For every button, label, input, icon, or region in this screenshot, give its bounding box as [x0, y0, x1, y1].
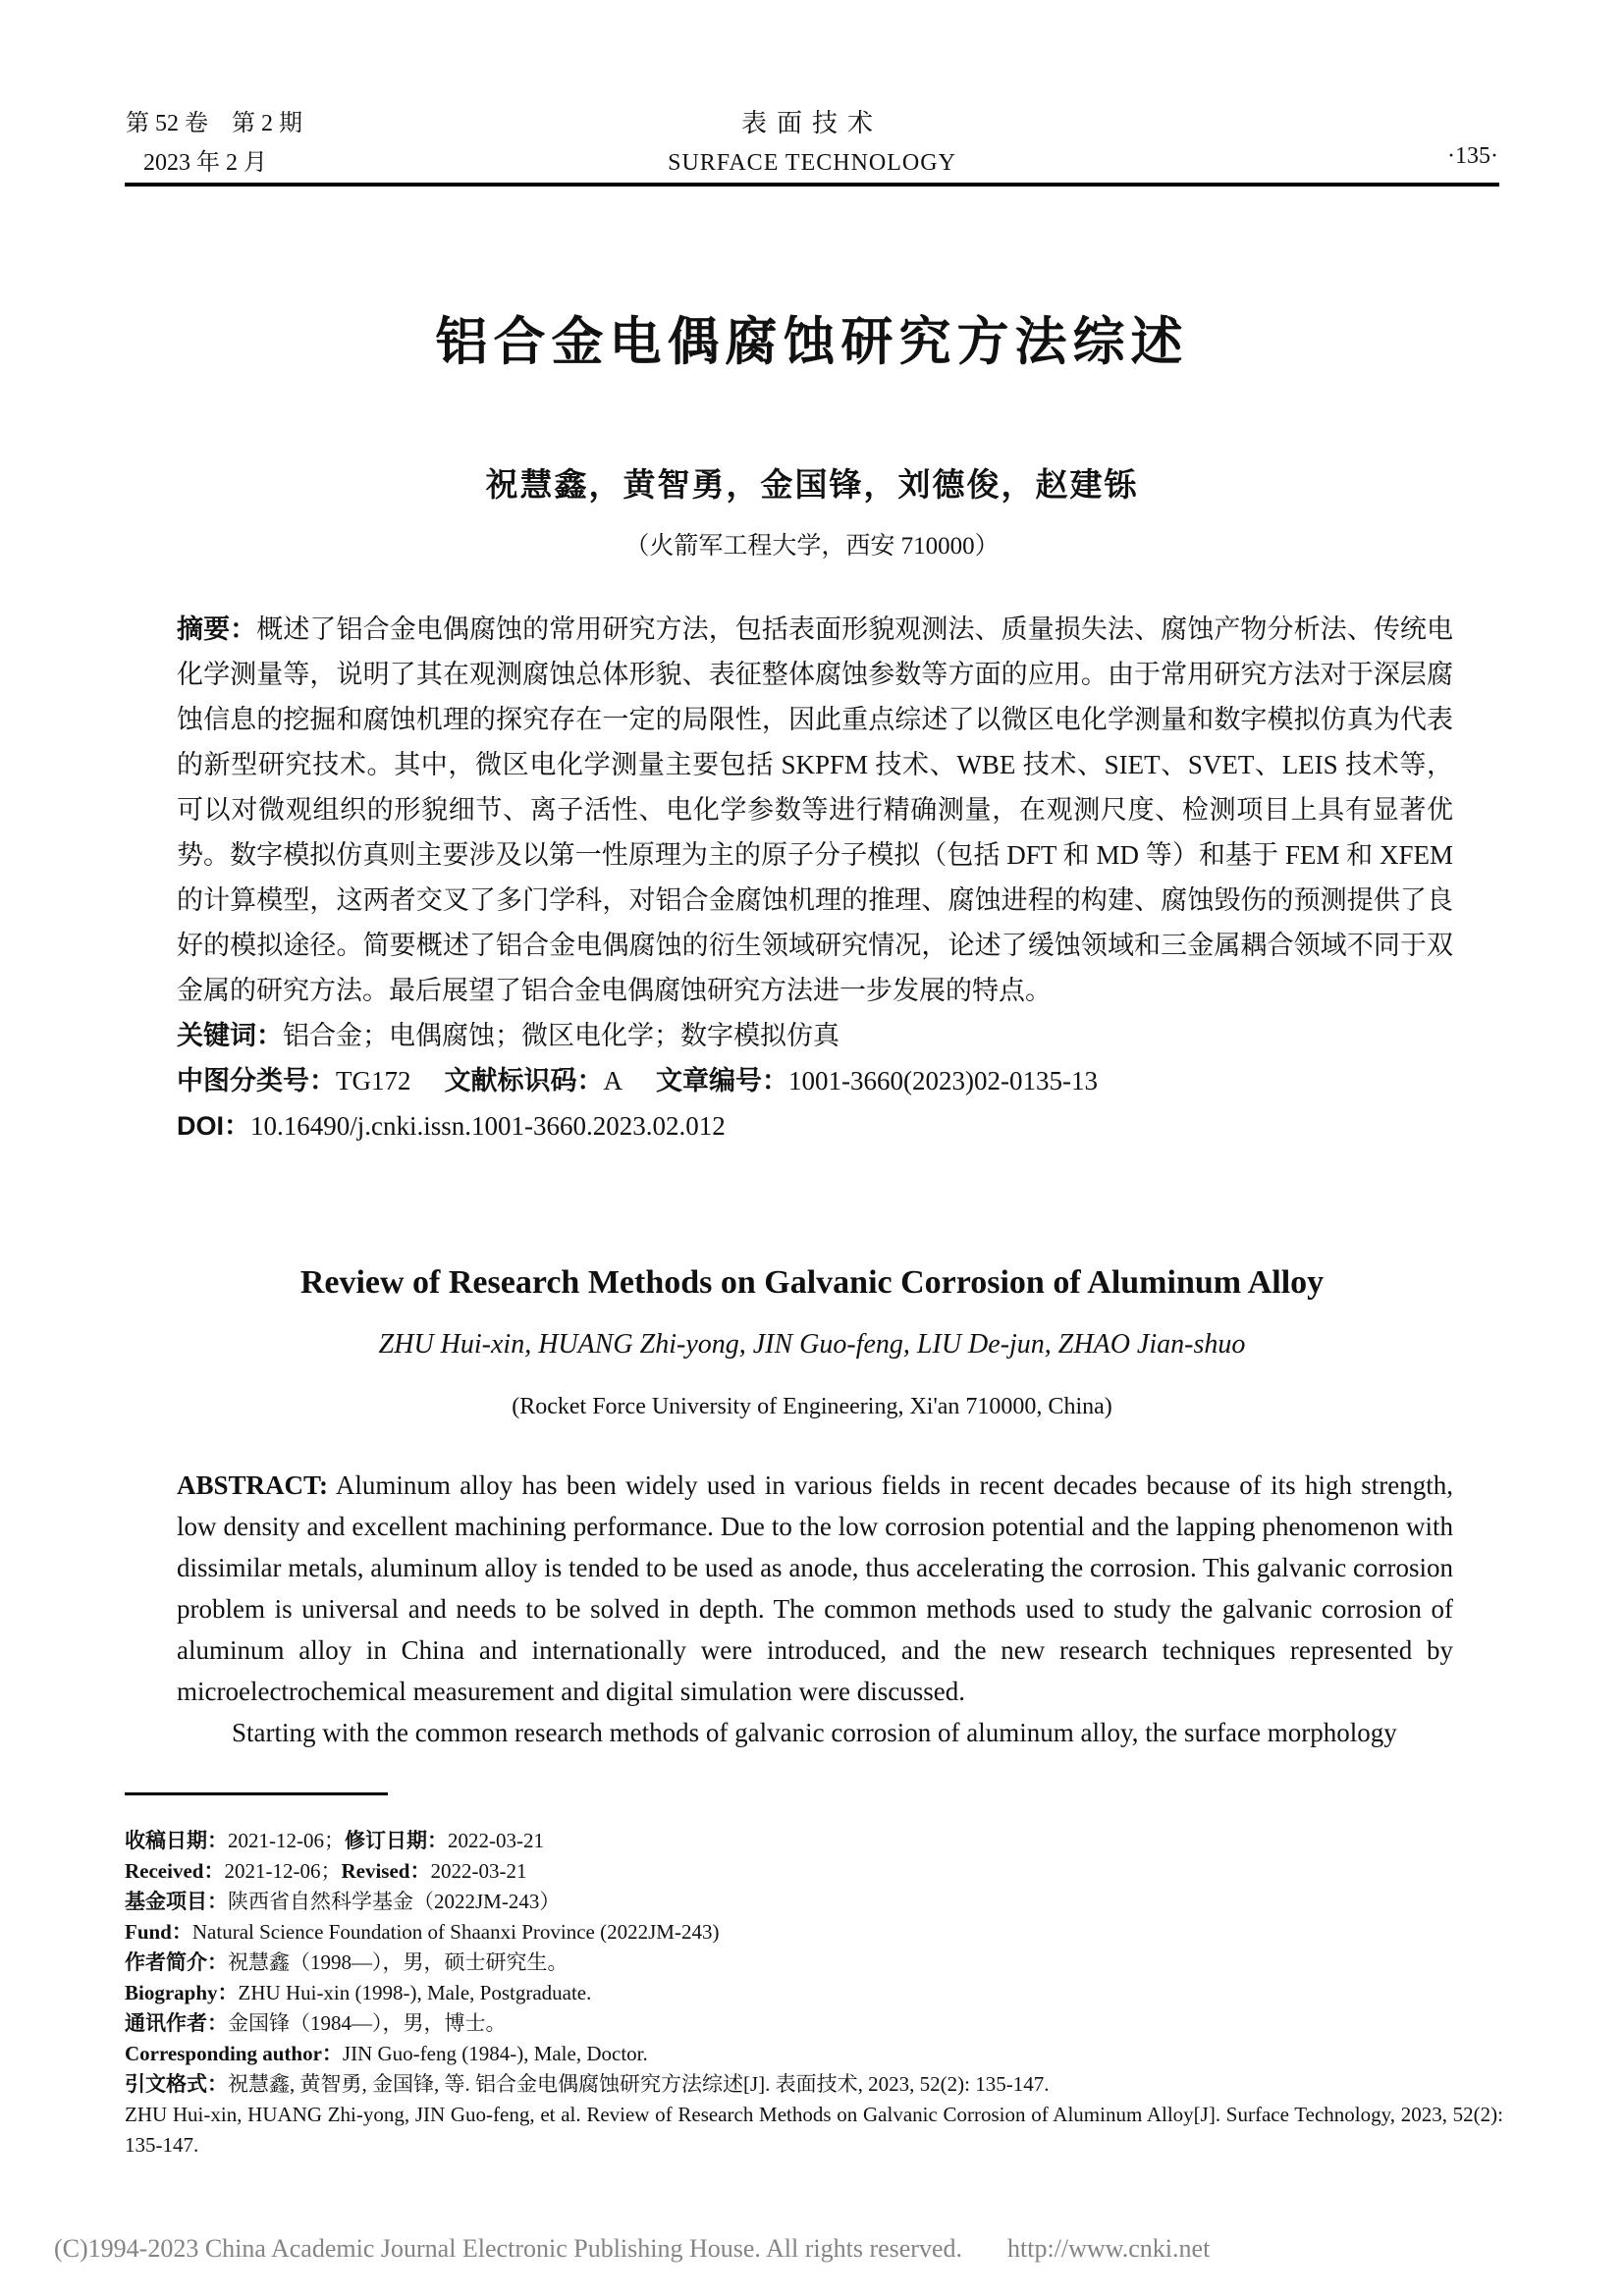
footnote-divider [125, 1792, 388, 1795]
abstract-cn [177, 607, 1453, 1013]
abstract-en-p2: Starting with the common research methods of galvanic corrosion of aluminum alloy, the surface morphology [232, 1718, 1397, 1747]
received-cn-value: 2021-12-06； [228, 1829, 345, 1852]
keywords-line [177, 1013, 1453, 1058]
corresponding-en-value: JIN Guo-feng (1984-), Male, Doctor. [342, 2042, 648, 2065]
footnote-citation-cn [125, 2069, 1503, 2100]
abstract-section-en [177, 1465, 1453, 1753]
revised-en-value: 2022-03-21 [430, 1859, 527, 1883]
authors-cn: 祝慧鑫，黄智勇，金国锋，刘德俊，赵建铄 [485, 466, 1139, 503]
footnote-block [125, 1826, 1503, 2161]
biography-cn-value: 祝慧鑫（1998—），男，硕士研究生。 [228, 1950, 568, 1974]
volume-issue-text: 第 52 卷 第 2 期 [126, 111, 302, 136]
journal-name [0, 104, 1624, 183]
article-no-label: 文章编号： [656, 1066, 788, 1095]
fund-en-value: Natural Science Foundation of Shaanxi Province (2022JM-243) [191, 1920, 720, 1944]
affiliation-cn: （火箭军工程大学，西安 710000） [624, 533, 1000, 560]
footnote-fund-cn [125, 1887, 1503, 1917]
footnote-corresponding-cn [125, 2008, 1503, 2039]
abstract-label-en: ABSTRACT: [177, 1470, 329, 1500]
clc-value: TG172 [336, 1066, 411, 1095]
received-en-value: 2021-12-06； [224, 1859, 342, 1883]
keywords-text: 铝合金；电偶腐蚀；微区电化学；数字模拟仿真 [283, 1021, 839, 1050]
page-number: ·135· [1447, 143, 1498, 169]
corresponding-cn-value: 金国锋（1984—），男，博士。 [228, 2011, 507, 2035]
page-title: 铝合金电偶腐蚀研究方法综述 [435, 313, 1189, 371]
citation-label: 引文格式： [125, 2073, 228, 2096]
fund-cn-value: 陕西省自然科学基金（2022JM-243） [228, 1890, 561, 1913]
received-cn-label: 收稿日期： [125, 1830, 228, 1852]
footnote-biography-cn [125, 1948, 1503, 1978]
abstract-text-cn: 概述了铝合金电偶腐蚀的常用研究方法，包括表面形貌观测法、质量损失法、腐蚀产物分析法、传统电化学测量等，说明了其在观测腐蚀总体形貌、表征整体腐蚀参数等方面的应用。由于常用研究方法对于深层腐蚀信息的挖掘和腐蚀机理的探究存在一定的局限性，因此重点综述了以微区电化学测量和数字模拟仿真为代表的新型研究技术。其中，微区电化学测量主要包括 SKPFM 技术、WBE 技术、SIET、SVET、LEIS 技术等，可以对微观组织的形貌细节、离子活性、电化学参数等进行精确测量，在观测尺度、检测项目上具有显著优势。数字模拟仿真则主要涉及以第一性原理为主的原子分子模拟（包括 DFT 和 MD 等）和基于 FEM 和 XFEM 的计算模型，这两者交叉了多门学科，对铝合金腐蚀机理的推理、腐蚀进程的构建、腐蚀毁伤的预测提供了良好的模拟途径。简要概述了铝合金电偶腐蚀的衍生领域研究情况，论述了缓蚀领域和三金属耦合领域不同于双金属的研究方法。最后展望了铝合金电偶腐蚀研究方法进一步发展的特点。 [177, 614, 1454, 1005]
footnote-citation-en: ZHU Hui-xin, HUANG Zhi-yong, JIN Guo-feng, et al. Review of Research Methods on Galvanic Corrosion of Aluminum Alloy[J]. Surface Technology, 2023, 52(2): 135-147. [125, 2103, 1503, 2157]
issue-date-text: 2023 年 2 月 [143, 150, 267, 176]
revised-en-label: Revised： [341, 1859, 431, 1883]
cnki-link[interactable]: http://www.cnki.net [1007, 2234, 1211, 2263]
copyright-text: (C)1994-2023 China Academic Journal Electronic Publishing House. All rights reserved. [54, 2234, 962, 2263]
journal-name-en: SURFACE TECHNOLOGY [668, 150, 956, 176]
doc-code-label: 文献标识码： [444, 1066, 604, 1095]
authors-en: ZHU Hui-xin, HUANG Zhi-yong, JIN Guo-feng, LIU De-jun, ZHAO Jian-shuo [378, 1329, 1246, 1360]
doi-label: DOI： [177, 1111, 251, 1141]
affiliation-en: (Rocket Force University of Engineering, Xi'an 710000, China) [512, 1394, 1112, 1419]
citation-cn-value: 祝慧鑫, 黄智勇, 金国锋, 等. 铝合金电偶腐蚀研究方法综述[J]. 表面技术, 2023, 52(2): 135-147. [228, 2072, 1050, 2096]
page-title-en: Review of Research Methods on Galvanic Corrosion of Aluminum Alloy [299, 1264, 1325, 1301]
article-no-value: 1001-3660(2023)02-0135-13 [788, 1066, 1098, 1095]
classification-line [177, 1058, 1453, 1103]
copyright-footer [54, 2234, 1570, 2264]
footnote-corresponding-en [125, 2039, 1503, 2069]
footnote-fund-en [125, 1917, 1503, 1948]
abstract-text-en: Aluminum alloy has been widely used in various fields in recent decades because of its high strength, low density and excellent machining performance. Due to the low corrosion potential and the lapping phenomenon with dissimilar metals, aluminum alloy is tended to be used as anode, thus accelerating the corrosion. This galvanic corrosion problem is universal and needs to be solved in depth. The common methods used to study the galvanic corrosion of aluminum alloy in China and internationally were introduced, and the new research techniques represented by microelectrochemical measurement and digital simulation were discussed. [177, 1470, 1454, 1706]
fund-en-label: Fund： [125, 1920, 192, 1944]
corresponding-en-label: Corresponding author： [125, 2042, 343, 2065]
doi-line [177, 1103, 1453, 1148]
journal-name-cn: 表面技术 [740, 109, 883, 137]
fund-cn-label: 基金项目： [125, 1891, 228, 1913]
abstract-en-p1 [177, 1465, 1453, 1712]
footnote-received-cn [125, 1826, 1503, 1856]
header-divider [125, 183, 1499, 187]
biography-cn-label: 作者简介： [125, 1951, 228, 1974]
revised-cn-label: 修订日期： [345, 1830, 448, 1852]
abstract-label-cn: 摘要： [177, 614, 257, 644]
received-en-label: Received： [125, 1859, 225, 1883]
biography-en-value: ZHU Hui-xin (1998-), Male, Postgraduate. [238, 1981, 592, 2004]
corresponding-cn-label: 通讯作者： [125, 2012, 228, 2035]
biography-en-label: Biography： [125, 1981, 239, 2004]
keywords-label: 关键词： [177, 1021, 283, 1050]
clc-label: 中图分类号： [177, 1066, 336, 1095]
abstract-section-cn [177, 607, 1453, 1148]
doi-value: 10.16490/j.cnki.issn.1001-3660.2023.02.012 [250, 1111, 726, 1141]
footnote-biography-en [125, 1978, 1503, 2008]
footnote-received-en [125, 1856, 1503, 1887]
doc-code-value: A [603, 1066, 623, 1095]
revised-cn-value: 2022-03-21 [448, 1829, 544, 1852]
